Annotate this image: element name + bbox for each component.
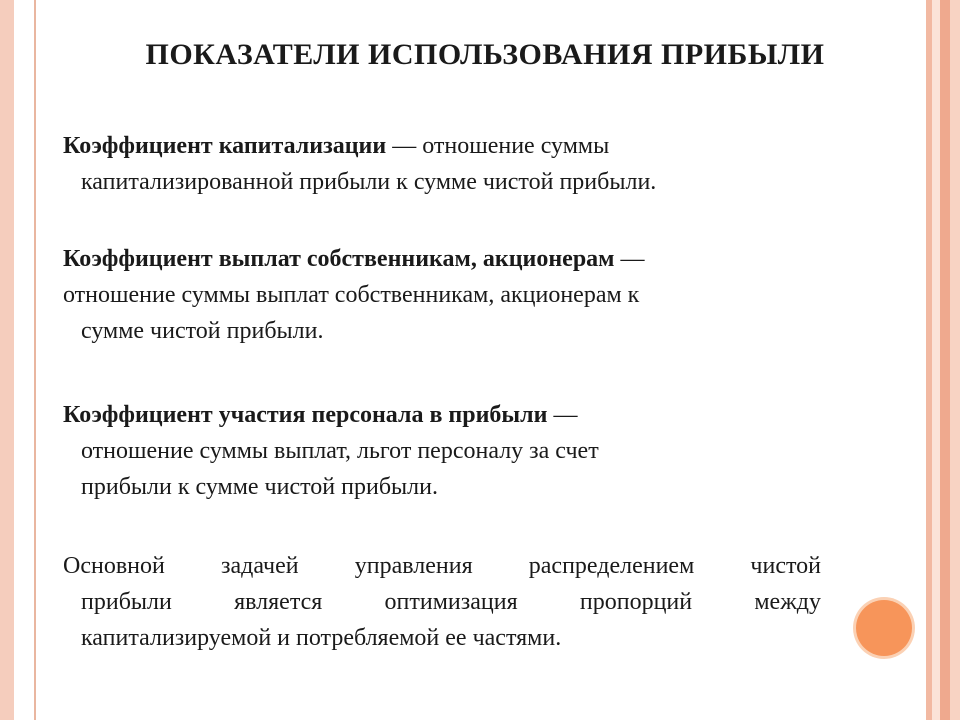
definition-text: — xyxy=(547,402,578,428)
main-task-text: прибыли является оптимизация пропорций между xyxy=(81,589,821,615)
left-decor-line xyxy=(34,0,36,720)
right-decor-stripes xyxy=(926,0,960,720)
paragraph-owner-payouts xyxy=(63,241,821,349)
definition-text: отношение суммы выплат собственникам, акционерам к xyxy=(63,282,640,308)
definition-text: сумме чистой прибыли. xyxy=(81,318,324,344)
definition-text: прибыли к сумме чистой прибыли. xyxy=(81,474,438,500)
left-decor-band xyxy=(0,0,14,720)
paragraph-staff-participation xyxy=(63,397,821,505)
term-owner-payouts: Коэффициент выплат собственникам, акционерам xyxy=(63,246,615,272)
paragraph-line xyxy=(63,128,821,164)
main-task-text: капитализируемой и потребляемой ее частями. xyxy=(81,625,562,651)
paragraph-line xyxy=(63,397,821,433)
definition-text: — отношение суммы xyxy=(386,133,610,159)
stripe xyxy=(932,0,940,720)
main-task-text: Основной задачей управления распределением чистой xyxy=(63,553,821,579)
definition-text: — xyxy=(614,246,645,272)
stripe xyxy=(940,0,950,720)
paragraph-line xyxy=(63,241,821,277)
definition-text: отношение суммы выплат, льгот персоналу за счет xyxy=(81,438,599,464)
stripe xyxy=(950,0,960,720)
paragraph-capitalization xyxy=(63,128,821,200)
term-staff-participation: Коэффициент участия персонала в прибыли xyxy=(63,402,548,428)
slide-title: ПОКАЗАТЕЛИ ИСПОЛЬЗОВАНИЯ ПРИБЫЛИ xyxy=(145,38,825,71)
paragraph-main-task xyxy=(63,548,821,656)
term-capitalization: Коэффициент капитализации xyxy=(63,133,387,159)
definition-text: капитализированной прибыли к сумме чистой прибыли. xyxy=(81,169,657,195)
decorative-circle xyxy=(856,600,912,656)
